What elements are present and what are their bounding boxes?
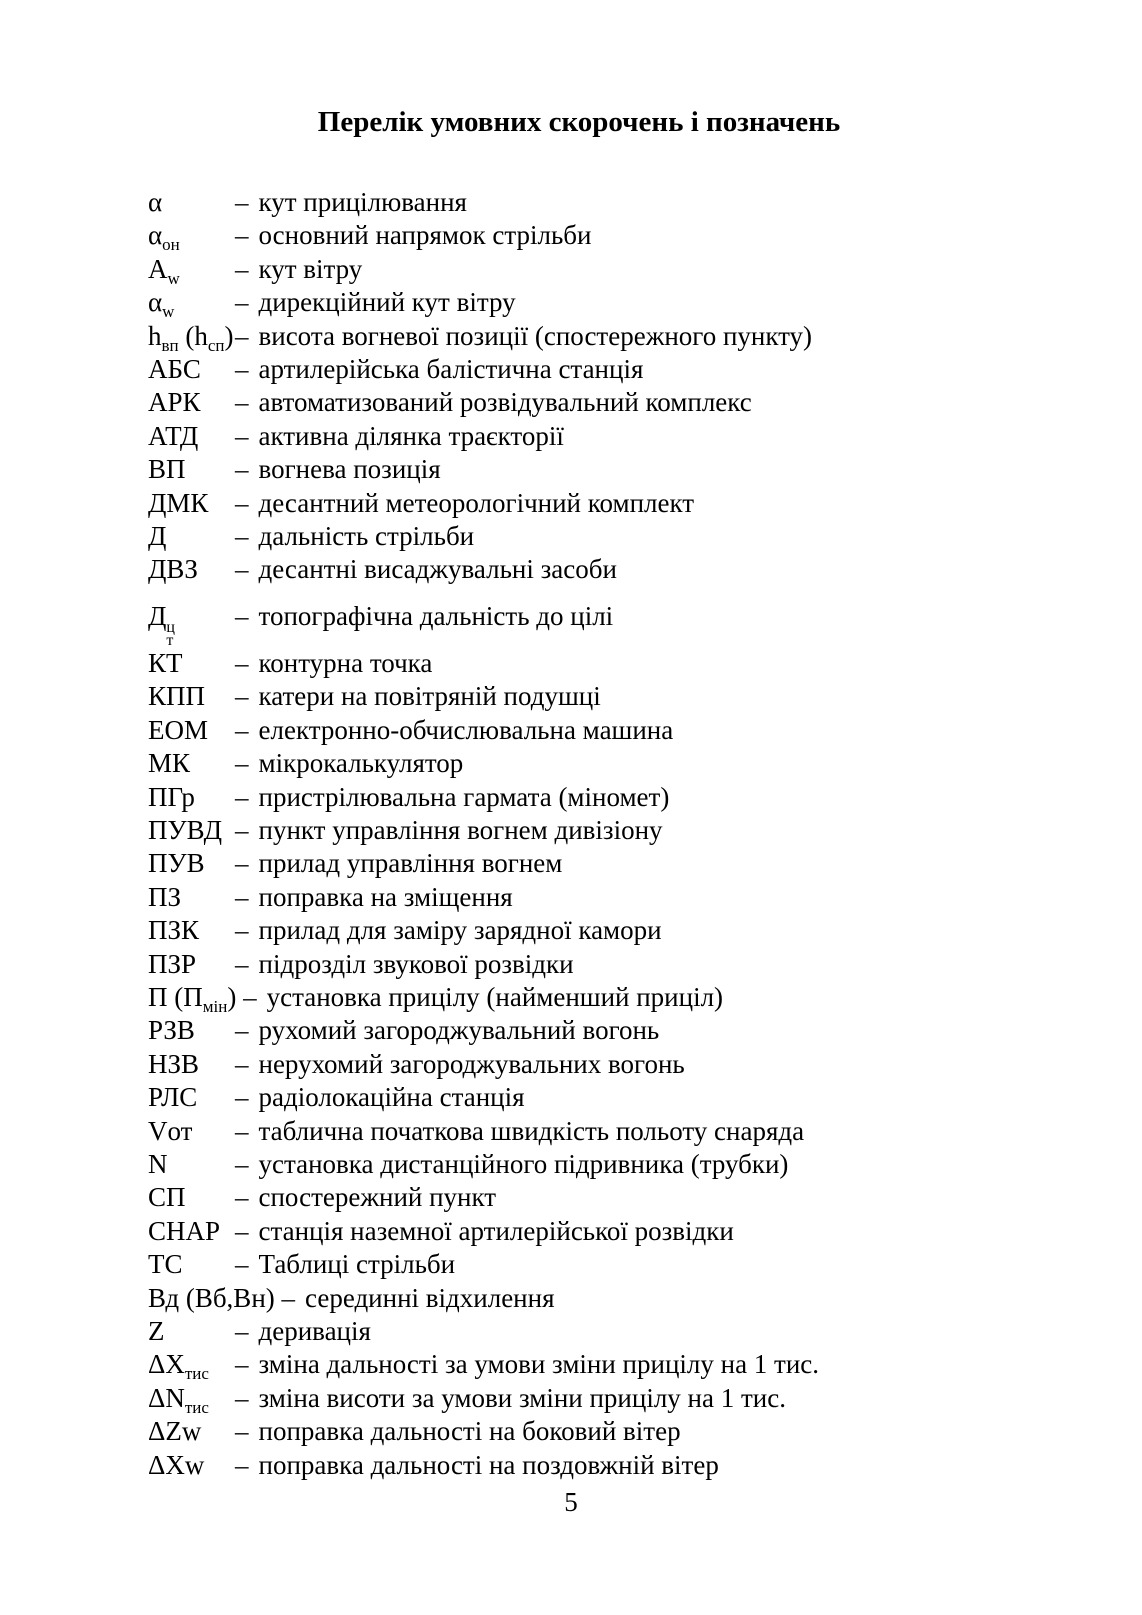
abbr-row xyxy=(148,981,1042,1014)
dash-separator: – xyxy=(235,1416,249,1447)
abbr-symbol: ПУВД xyxy=(148,814,223,845)
abbr-symbol: МК xyxy=(148,748,191,779)
dash-separator: – xyxy=(235,848,249,879)
abbr-row xyxy=(148,219,1042,255)
abbr-description: установка прицілу (найменший приціл) xyxy=(266,981,724,1012)
abbr-description: станція наземної артилерійської розвідки xyxy=(258,1215,734,1246)
abbr-row xyxy=(148,1248,1042,1281)
abbr-description: поправка дальності на боковий вітер xyxy=(258,1416,681,1447)
abbr-symbol: Z xyxy=(148,1316,165,1346)
dash-separator: – xyxy=(281,1282,296,1313)
abbr-symbol: ВП xyxy=(148,454,186,485)
symbol-subscript: вп xyxy=(161,335,179,355)
abbr-symbol: ЕОМ xyxy=(148,714,208,745)
abbr-description: прилад управління вогнем xyxy=(258,848,563,879)
abbr-description: спостережний пункт xyxy=(258,1182,497,1213)
abbr-symbol: ДМК xyxy=(148,487,209,518)
dash-separator: – xyxy=(235,600,249,631)
abbr-symbol: Д ц т xyxy=(148,600,175,649)
abbr-description: поправка дальності на поздовжній вітер xyxy=(258,1449,719,1480)
dash-separator: – xyxy=(235,1015,249,1046)
dash-separator: – xyxy=(235,354,249,385)
abbr-symbol: ПЗР xyxy=(148,948,197,979)
abbr-symbol: ПЗК xyxy=(148,915,200,946)
abbr-description: дирекційний кут вітру xyxy=(258,287,516,318)
dash-separator: – xyxy=(235,1382,249,1413)
abbr-row xyxy=(148,814,1042,847)
dash-separator: – xyxy=(235,554,249,585)
dash-separator: – xyxy=(235,420,249,451)
abbr-symbol: ΔXw xyxy=(148,1449,205,1480)
abbr-description: артилерійська балістична станція xyxy=(258,354,644,385)
abbr-symbol: РЗВ xyxy=(148,1015,195,1046)
dash-separator: – xyxy=(235,1249,249,1280)
abbr-symbol: СНАР xyxy=(148,1215,221,1246)
abbr-symbol: НЗВ xyxy=(148,1048,200,1079)
abbr-description: вогнева позиція xyxy=(258,454,441,485)
abbr-symbol: $\Delta X_{тис}$ xyxy=(148,1349,209,1384)
dash-separator: – xyxy=(235,915,249,946)
abbr-symbol: $A_w$ xyxy=(148,253,180,288)
abbr-row xyxy=(148,1181,1042,1214)
dash-separator: – xyxy=(235,681,249,712)
abbr-description: активна ділянка траєкторії xyxy=(258,420,564,451)
abbr-row xyxy=(148,487,1042,520)
dash-separator: – xyxy=(243,981,257,1012)
abbr-description: пункт управління вогнем дивізіону xyxy=(258,814,663,845)
dash-separator: – xyxy=(235,187,249,217)
abbr-symbol: $\alpha_{он}$ xyxy=(148,220,180,255)
abbr-symbol: АТД xyxy=(148,420,199,451)
abbr-symbol: ПГр xyxy=(148,781,195,812)
abbr-row xyxy=(148,453,1042,486)
abbr-row xyxy=(148,1382,1042,1415)
abbr-row xyxy=(148,847,1042,880)
dash-separator: – xyxy=(235,387,249,418)
abbr-row xyxy=(148,1148,1042,1181)
abbr-description: зміна дальності за умови зміни прицілу на 1 тис. xyxy=(258,1349,820,1380)
abbr-row xyxy=(148,1282,1042,1315)
dash-separator: – xyxy=(235,220,249,251)
abbr-row xyxy=(148,1215,1042,1248)
abbr-description: катери на повітряній подушці xyxy=(258,681,601,712)
dash-separator: – xyxy=(235,748,249,779)
abbr-symbol: АБС xyxy=(148,354,201,385)
abbr-description: основний напрямок стрільби xyxy=(258,220,592,251)
symbol-subscript: мін xyxy=(202,996,228,1016)
dash-separator: – xyxy=(235,1449,249,1480)
abbr-row xyxy=(148,1348,1042,1384)
symbol-subscript: w xyxy=(167,268,180,288)
abbr-row xyxy=(148,1014,1042,1047)
abbr-row xyxy=(148,948,1042,981)
abbr-row xyxy=(148,714,1042,747)
symbol-subscript: тис xyxy=(184,1364,209,1384)
dash-separator: – xyxy=(235,1349,249,1380)
abbr-row xyxy=(148,747,1042,780)
abbr-row xyxy=(148,286,1042,322)
abbr-description: деривація xyxy=(258,1316,371,1346)
abbr-row xyxy=(148,1315,1042,1348)
abbr-description: автоматизований розвідувальний комплекс xyxy=(258,387,752,418)
dash-separator: – xyxy=(235,647,249,678)
abbr-row xyxy=(148,1415,1042,1448)
abbr-symbol: Д xyxy=(148,521,167,552)
abbr-row xyxy=(148,1449,1042,1482)
abbr-row xyxy=(148,1081,1042,1114)
abbr-symbol: ДВЗ xyxy=(148,554,198,585)
symbol-subscript: он xyxy=(162,235,180,255)
abbr-symbol: КТ xyxy=(148,647,183,678)
abbr-description: висота вогневої позиції (спостережного пункту) xyxy=(258,320,813,351)
dash-separator: – xyxy=(235,881,249,912)
dash-separator: – xyxy=(235,287,249,318)
abbr-description: контурна точка xyxy=(258,647,433,678)
symbol-subscript: w xyxy=(162,302,175,322)
abbr-row xyxy=(148,881,1042,914)
symbol-subscript: сп xyxy=(207,335,225,355)
abbr-symbol: КПП xyxy=(148,681,206,712)
abbr-description: зміна висоти за умови зміни прицілу на 1 тис. xyxy=(258,1382,786,1413)
abbr-description: дальність стрільби xyxy=(258,521,475,552)
dash-separator: – xyxy=(235,948,249,979)
dash-separator: – xyxy=(235,814,249,845)
abbr-description: десантний метеорологічний комплект xyxy=(258,487,695,518)
symbol-subscript: тис xyxy=(184,1397,209,1417)
abbr-description: таблична початкова швидкість польоту снаряда xyxy=(258,1115,805,1146)
abbr-symbol: ΔZw xyxy=(148,1416,202,1447)
dash-separator: – xyxy=(235,253,249,284)
abbr-description: радіолокаційна станція xyxy=(258,1082,525,1113)
abbr-row xyxy=(148,420,1042,453)
abbr-description: Таблиці стрільби xyxy=(258,1249,456,1280)
abbr-description: кут прицілювання xyxy=(258,187,467,217)
abbr-description: прилад для заміру зарядної камори xyxy=(258,915,662,946)
abbr-description: підрозділ звукової розвідки xyxy=(258,948,574,979)
abbr-description: нерухомий загороджувальних вогонь xyxy=(258,1048,685,1079)
abbr-row xyxy=(148,553,1042,586)
dash-separator: – xyxy=(235,781,249,812)
abbr-description: пристрілювальна гармата (міномет) xyxy=(258,781,670,812)
dash-separator: – xyxy=(235,714,249,745)
abbr-symbol: ПУВ xyxy=(148,848,205,879)
abbr-description: електронно-обчислювальна машина xyxy=(258,714,674,745)
dash-separator: – xyxy=(235,454,249,485)
abbr-row xyxy=(148,320,1042,353)
page-number: 5 xyxy=(564,1487,578,1517)
dash-separator: – xyxy=(235,1082,249,1113)
dash-separator: – xyxy=(235,1148,249,1179)
dash-separator: – xyxy=(235,1316,249,1346)
abbr-row xyxy=(148,680,1042,713)
abbr-row xyxy=(148,353,1042,386)
abbr-description: десантні висаджувальні засоби xyxy=(258,554,617,585)
abbr-symbol: Вд (Вб,Вн) xyxy=(148,1282,282,1313)
abbr-symbol: $\alpha_w$ xyxy=(148,287,175,322)
dash-separator: – xyxy=(235,487,249,518)
abbr-row xyxy=(148,914,1042,947)
abbr-row xyxy=(148,253,1042,286)
abbr-row xyxy=(148,186,1042,219)
abbreviation-list xyxy=(148,186,1042,1482)
abbr-row xyxy=(148,781,1042,814)
abbr-symbol: АРК xyxy=(148,387,201,418)
abbr-symbol: П $(П_{мін})$ xyxy=(148,981,244,1016)
dash-separator: – xyxy=(235,1048,249,1079)
abbr-description: поправка на зміщення xyxy=(258,881,513,912)
dash-separator: – xyxy=(235,1215,249,1246)
page-title: Перелік умовних скорочень і позначень xyxy=(317,106,841,138)
abbr-row xyxy=(148,520,1042,553)
abbr-symbol: ПЗ xyxy=(148,881,182,912)
abbr-symbol: α xyxy=(148,187,163,217)
abbr-description: мікрокалькулятор xyxy=(258,748,464,779)
abbr-row xyxy=(148,1048,1042,1081)
dash-separator: – xyxy=(235,1182,249,1213)
abbr-row xyxy=(148,587,1042,647)
abbr-symbol: N xyxy=(148,1148,168,1179)
abbr-row xyxy=(148,647,1042,680)
abbr-description: кут вітру xyxy=(258,253,363,284)
abbr-description: рухомий загороджувальний вогонь xyxy=(258,1015,660,1046)
abbr-symbol: $\Delta N_{тис}$ xyxy=(148,1382,209,1417)
abbr-symbol: Vот xyxy=(148,1115,193,1146)
abbr-description: установка дистанційного підривника (трубки) xyxy=(258,1148,789,1179)
abbr-description: серединні відхилення xyxy=(305,1282,555,1313)
dash-separator: – xyxy=(235,1115,249,1146)
symbol-supsub: ц т xyxy=(166,618,175,649)
abbr-symbol: $h_{вп}$ $(h_{сп})$ xyxy=(148,320,234,355)
abbr-symbol: СП xyxy=(148,1182,186,1213)
abbr-symbol: РЛС xyxy=(148,1082,198,1113)
dash-separator: – xyxy=(235,521,249,552)
dash-separator: – xyxy=(235,320,249,351)
abbr-row xyxy=(148,386,1042,419)
abbr-row xyxy=(148,1115,1042,1148)
abbr-description: топографічна дальність до цілі xyxy=(258,600,614,631)
abbr-symbol: ТС xyxy=(148,1249,183,1280)
